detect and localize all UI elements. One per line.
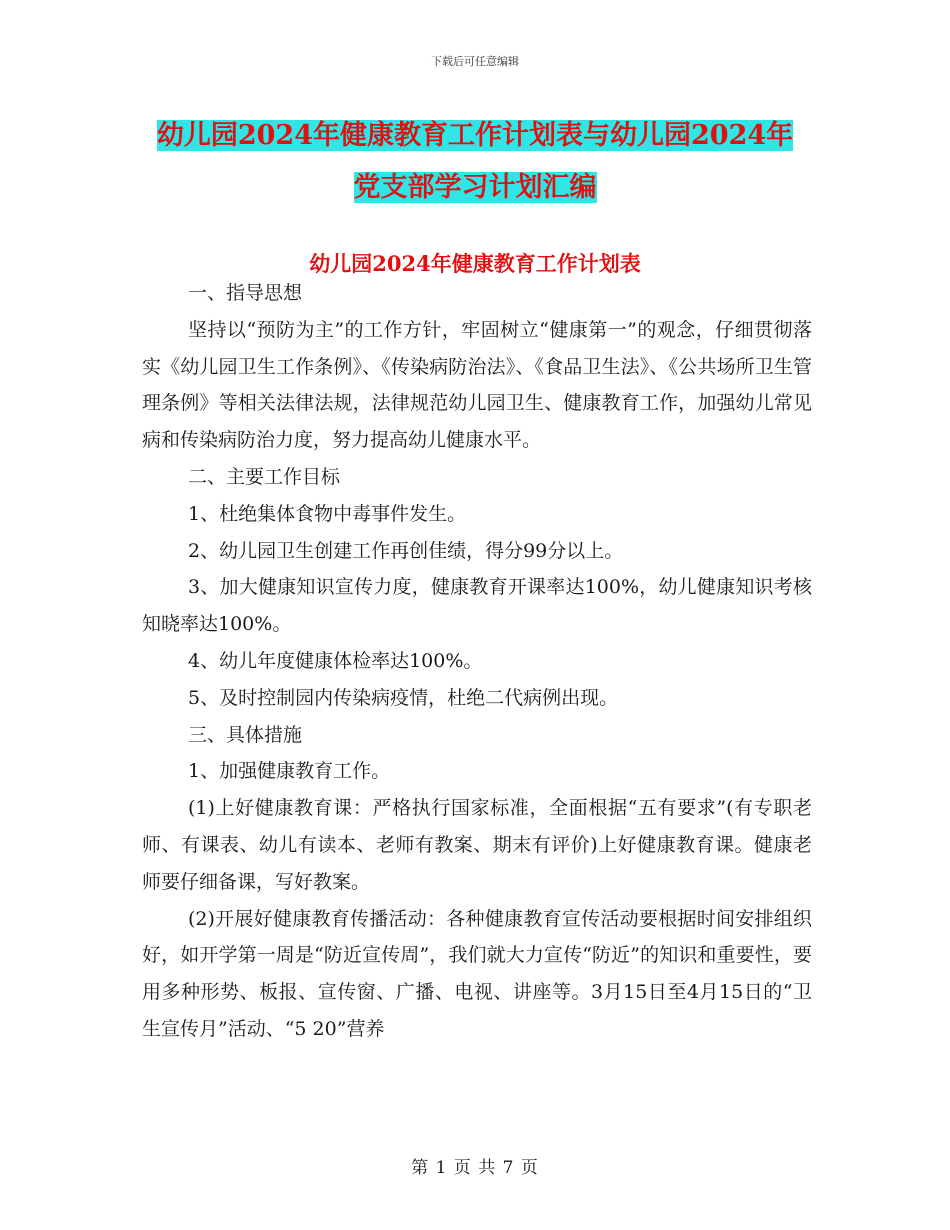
list-item: 1、杜绝集体食物中毒事件发生。 (188, 502, 467, 525)
paragraph: (2)开展好健康教育传播活动：各种健康教育宣传活动要根据时间安排组织好，如开学第一周是“防近宣传周”，我们就大力宣传“防近”的知识和重要性，要用多种形势、板报、宣传窗、广播、电视、讲座等。3月15日至4月15日的“卫生宣传月”活动、“5 20”营养 (142, 907, 812, 1040)
document-title (130, 110, 820, 214)
paragraph: 坚持以“预防为主”的工作方针，牢固树立“健康第一”的观念，仔细贯彻落实《幼儿园卫生工作条例》、《传染病防治法》、《食品卫生法》、《公共场所卫生管理条例》等相关法律法规，法律规范幼儿园卫生、健康教育工作，加强幼儿常见病和传染病防治力度，努力提高幼儿健康水平。 (142, 318, 812, 452)
list-item: 5、及时控制园内传染病疫情，杜绝二代病例出现。 (188, 686, 619, 709)
list-item: 3、加大健康知识宣传力度，健康教育开课率达100%，幼儿健康知识考核知晓率达100%。 (142, 576, 812, 636)
paragraph: (1)上好健康教育课：严格执行国家标准，全面根据“五有要求”(有专职老师、有课表、幼儿有读本、老师有教案、期末有评价)上好健康教育课。健康老师要仔细备课，写好教案。 (142, 797, 812, 893)
heading-guiding-ideology: 一、指导思想 (188, 282, 303, 304)
list-item: 2、幼儿园卫生创建工作再创佳绩，得分99分以上。 (188, 539, 624, 562)
list-item: 1、加强健康教育工作。 (188, 760, 391, 783)
page-footer: 第 1 页 共 7 页 (411, 1158, 539, 1178)
heading-main-goals: 二、主要工作目标 (188, 465, 341, 488)
section-title: 幼儿园2024年健康教育工作计划表 (309, 251, 641, 276)
document-body (142, 275, 812, 1048)
header-note: 下载后可任意编辑 (431, 55, 519, 68)
document-title-line-2: 党支部学习计划汇编 (353, 172, 597, 203)
heading-specific-measures: 三、具体措施 (188, 723, 303, 746)
document-title-line-1: 幼儿园2024年健康教育工作计划表与幼儿园2024年 (156, 120, 794, 151)
list-item: 4、幼儿年度健康体检率达100%。 (188, 649, 483, 672)
